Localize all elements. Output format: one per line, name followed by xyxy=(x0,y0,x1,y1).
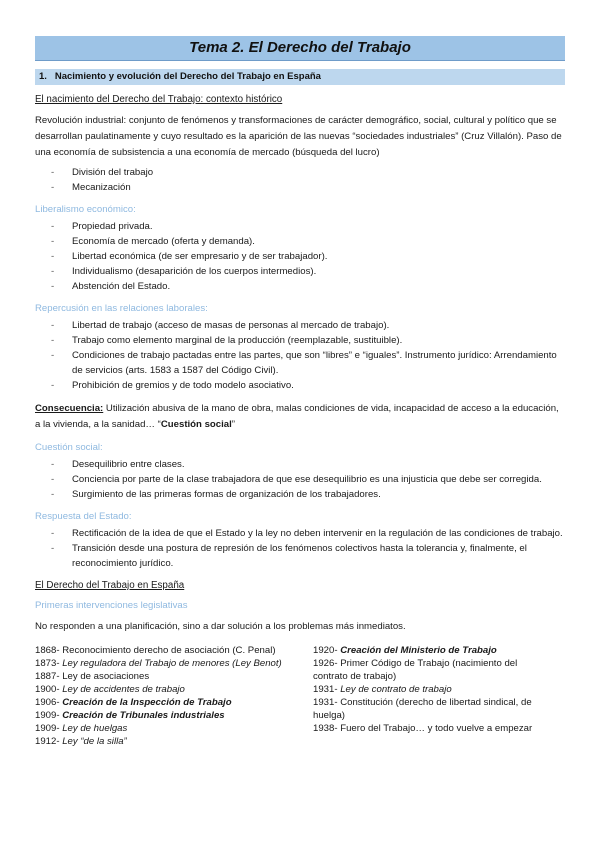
cuestion-list xyxy=(35,457,565,502)
cuestion-heading: Cuestión social: xyxy=(35,442,103,453)
liberalismo-list xyxy=(35,219,565,294)
respuesta-list xyxy=(35,526,565,571)
section-number: 1. xyxy=(39,71,47,82)
timeline-entry: 1909- Ley de huelgas xyxy=(35,723,128,734)
list-item: - Abstención del Estado. xyxy=(51,281,171,292)
list-item: - Libertad de trabajo (acceso de masas de personas al mercado de trabajo). xyxy=(51,320,390,331)
cuestion-social-term: Cuestión social xyxy=(160,419,232,430)
timeline-entry: 1931- Ley de contrato de trabajo xyxy=(313,684,452,695)
espana-heading: El Derecho del Trabajo en España xyxy=(35,580,185,591)
list-item: - Propiedad privada. xyxy=(51,221,153,232)
section-title: Nacimiento y evolución del Derecho del Trabajo en España xyxy=(54,71,321,82)
timeline-left-column xyxy=(35,644,313,748)
list-item: - Desequilibrio entre clases. xyxy=(51,459,185,470)
timeline-entry: 1931- Constitución (derecho de libertad sindical, de huelga) xyxy=(313,697,532,721)
timeline-entry: 1912- Ley “de la silla” xyxy=(35,736,127,747)
consecuencia-label: Consecuencia: xyxy=(35,403,104,414)
legislation-timeline xyxy=(35,644,565,748)
timeline-entry: 1938- Fuero del Trabajo… y todo vuelve a empezar xyxy=(313,723,533,734)
timeline-entry: 1900- Ley de accidentes de trabajo xyxy=(35,684,185,695)
timeline-entry: 1906- Creación de la Inspección de Trabajo xyxy=(35,697,232,708)
list-item: - Mecanización xyxy=(51,182,131,193)
list-item: - Individualismo (desaparición de los cuerpos intermedios). xyxy=(51,266,317,277)
contexto-heading: El nacimiento del Derecho del Trabajo: contexto histórico xyxy=(35,94,283,105)
timeline-entry: 1920- Creación del Ministerio de Trabajo xyxy=(313,645,497,656)
intervenciones-heading: Primeras intervenciones legislativas xyxy=(35,600,188,611)
list-item: - Conciencia por parte de la clase trabajadora de que ese desequilibrio es una injusticia que debe ser corregida. xyxy=(51,474,542,485)
list-item: - Surgimiento de las primeras formas de organización de los trabajadores. xyxy=(51,489,381,500)
list-item: - Prohibición de gremios y de todo modelo asociativo. xyxy=(51,380,294,391)
revolucion-paragraph: Revolución industrial: conjunto de fenómenos y transformaciones de carácter demográfico, social, cultural y político que se desarrollan paulatinamente y cuyo resultado es la aparición de las nuevas “sociedades industriales” (Cruz Villalón). Paso de una economía de subsistencia a una economía de mercado (búsqueda del lucro) xyxy=(35,115,562,158)
list-item: - División del trabajo xyxy=(51,167,154,178)
contexto-list xyxy=(35,165,565,195)
consecuencia-paragraph: Consecuencia: Utilización abusiva de la mano de obra, malas condiciones de vida, incapacidad de acceso a la educación, a la vivienda, a la sanidad… “Cuestión social” xyxy=(35,403,559,430)
timeline-entry: 1873- Ley reguladora del Trabajo de menores (Ley Benot) xyxy=(35,658,282,669)
list-item: - Rectificación de la idea de que el Estado y la ley no deben intervenir en la regulación de las condiciones de trabajo. xyxy=(51,528,563,539)
timeline-entry: 1887- Ley de asociaciones xyxy=(35,671,150,682)
list-item: - Libertad económica (de ser empresario y de ser trabajador). xyxy=(51,251,328,262)
list-item: - Transición desde una postura de represión de los fenómenos colectivos hasta la tolerancia y, finalmente, el reconocimiento jurídico. xyxy=(51,543,527,569)
timeline-right-column xyxy=(313,644,553,748)
list-item: - Trabajo como elemento marginal de la producción (reemplazable, sustituible). xyxy=(51,335,403,346)
document-page xyxy=(35,36,565,748)
timeline-entry: 1909- Creación de Tribunales industriales xyxy=(35,710,225,721)
repercusion-heading: Repercusión en las relaciones laborales: xyxy=(35,303,208,314)
timeline-entry: 1926- Primer Código de Trabajo (nacimiento del contrato de trabajo) xyxy=(313,658,518,682)
liberalismo-heading: Liberalismo económico: xyxy=(35,204,136,215)
respuesta-heading: Respuesta del Estado: xyxy=(35,511,132,522)
repercusion-list xyxy=(35,318,565,393)
section-heading-1 xyxy=(35,69,565,85)
timeline-entry: 1868- Reconocimiento derecho de asociación (C. Penal) xyxy=(35,645,276,656)
list-item: - Economía de mercado (oferta y demanda). xyxy=(51,236,255,247)
list-item: - Condiciones de trabajo pactadas entre las partes, que son “libres” e “iguales”. Instrumento jurídico: Arrendamiento de servicios (arts. 1583 a 1587 del Código Civil). xyxy=(51,350,557,376)
page-title: Tema 2. El Derecho del Trabajo xyxy=(35,36,565,61)
intervenciones-intro: No responden a una planificación, sino a dar solución a los problemas más inmediatos. xyxy=(35,621,406,632)
